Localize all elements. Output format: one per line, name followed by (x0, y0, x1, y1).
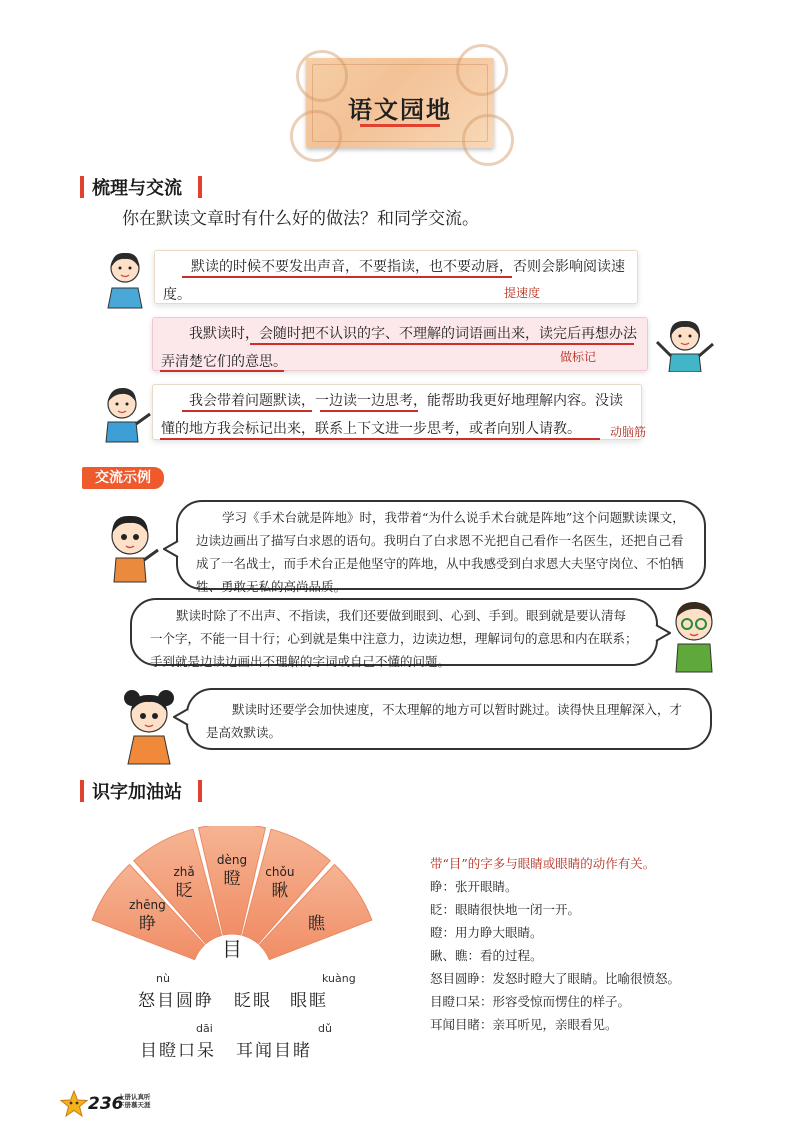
fan-char: 眨 (175, 880, 193, 901)
bubble-tail (163, 540, 179, 558)
section-heading-sorting (80, 174, 210, 200)
explanation-line: 带“目”的字多与眼睛或眼睛的动作有关。 (430, 856, 656, 871)
explanation-line: 瞪：用力睁大眼睛。 (430, 925, 543, 940)
fan-char: 瞅 (271, 880, 289, 901)
fan-pinyin: chǒu (265, 864, 295, 879)
idiom-pinyin: kuàng (322, 972, 356, 985)
example-tag: 交流示例 (82, 467, 164, 489)
explanation-line: 耳闻目睹：亲耳听见，亲眼看见。 (430, 1017, 618, 1032)
girl-avatar-1 (98, 248, 152, 310)
bubble-text: 学习《手术台就是阵地》时，我带着“为什么说手术台就是阵地”这个问题默读课文，边读边画出了描写白求恩的语句。我明白了白求恩不光把自己看作一名医生，还把自己看成了一名战士，而手术台正是他坚守的阵地，从中我感受到白求恩大夫坚守岗位、不怕牺牲、勇敢无私的高尚品质。 (196, 510, 685, 594)
underline-mark (250, 343, 634, 345)
speech-bubble-3 (186, 688, 712, 750)
speech-bubble-2 (130, 598, 658, 669)
idiom: 眨眼 (234, 991, 272, 1011)
heading-bar (198, 176, 202, 198)
underline-mark (182, 276, 512, 278)
fan-char: 瞪 (223, 869, 241, 889)
explanation-line: 怒目圆睁：发怒时瞪大了眼睛。比喻很愤怒。 (430, 971, 681, 986)
heading-bar (80, 176, 84, 198)
explanation-line: 眨：眼睛很快地一闭一开。 (430, 902, 581, 917)
character-fan (70, 826, 390, 976)
fan-pinyin: zhēng (129, 897, 166, 912)
idiom-pinyin: dǔ (318, 1022, 332, 1035)
footer-caption-line: 下册慕天涯 (118, 1101, 151, 1109)
tip-box-3 (152, 384, 642, 440)
idiom: 眼眶 (290, 991, 328, 1011)
section-heading-label: 梳理与交流 (92, 178, 182, 199)
fan-char: 睁 (138, 913, 156, 934)
idiom: 目瞪口呆 (140, 1041, 216, 1061)
underline-mark (320, 410, 418, 412)
explanation-line: 睁：张开眼睛。 (430, 879, 518, 894)
explanation-line: 目瞪口呆：形容受惊而愣住的样子。 (430, 994, 631, 1009)
idiom: 耳闻目睹 (236, 1041, 312, 1061)
underline-mark (160, 370, 284, 372)
fan-char: 瞧 (308, 913, 326, 934)
tip-text: 我会带着问题默读，一边读一边思考，能帮助我更好地理解内容。没读懂的地方我会标记出来，联系上下文进一步思考，或者向别人请教。 (161, 393, 623, 437)
boy-avatar-2 (100, 510, 164, 584)
discussion-question: 你在默读文章时有什么好的做法？和同学交流。 (122, 209, 479, 229)
underline-mark (160, 438, 600, 440)
title-banner (306, 58, 494, 148)
heading-bar (198, 780, 202, 802)
fan-center-char: 目 (222, 937, 242, 961)
boy-avatar-glasses (664, 596, 724, 674)
tip-text: 默读的时候不要发出声音，不要指读，也不要动唇，否则会影响阅读速度。 (163, 259, 625, 303)
margin-note: 动脑筋 (610, 425, 647, 439)
tip-text: 我默读时，会随时把不认识的字、不理解的词语画出来，读完后再想办法弄清楚它们的意思。 (161, 326, 637, 370)
underline-mark (182, 410, 312, 412)
section-heading-label: 识字加油站 (92, 782, 182, 803)
idiom-pinyin: nù (156, 972, 170, 985)
margin-note: 做标记 (560, 350, 597, 364)
section-heading-literacy (80, 778, 210, 804)
footer-caption-line: 上册认真听 (118, 1093, 151, 1101)
speech-bubble-1 (176, 500, 706, 594)
page-number: 236 (88, 1094, 124, 1114)
fan-pinyin: dèng (216, 853, 248, 867)
margin-note: 提速度 (504, 286, 541, 300)
idiom: 怒目圆睁 (138, 991, 214, 1011)
star-badge-icon (60, 1090, 88, 1118)
bubble-tail (173, 708, 189, 726)
idiom-pinyin: dāi (196, 1022, 213, 1035)
footer-caption (118, 1093, 151, 1109)
decor-swirl (456, 44, 508, 96)
fan-pinyin: zhǎ (173, 864, 195, 879)
title-underline (360, 124, 440, 127)
heading-bar (80, 780, 84, 802)
girl-avatar-3 (118, 686, 180, 766)
bubble-text: 默读时除了不出声、不指读，我们还要做到眼到、心到、手到。眼到就是要认清每一个字，不能一目十行；心到就是集中注意力，边读边想，理解词句的意思和内在联系；手到就是边读边画出不理解的字词或自己不懂的问题。 (150, 608, 638, 669)
boy-avatar-1 (96, 384, 154, 444)
girl-avatar-2 (655, 316, 715, 372)
explanation-line: 瞅、瞧：看的过程。 (430, 948, 543, 963)
explanation-list (430, 852, 760, 1036)
bubble-text: 默读时还要学会加快速度，不太理解的地方可以暂时跳过。读得快且理解深入，才是高效默读。 (206, 702, 683, 740)
page-title: 语文园地 (348, 96, 452, 124)
